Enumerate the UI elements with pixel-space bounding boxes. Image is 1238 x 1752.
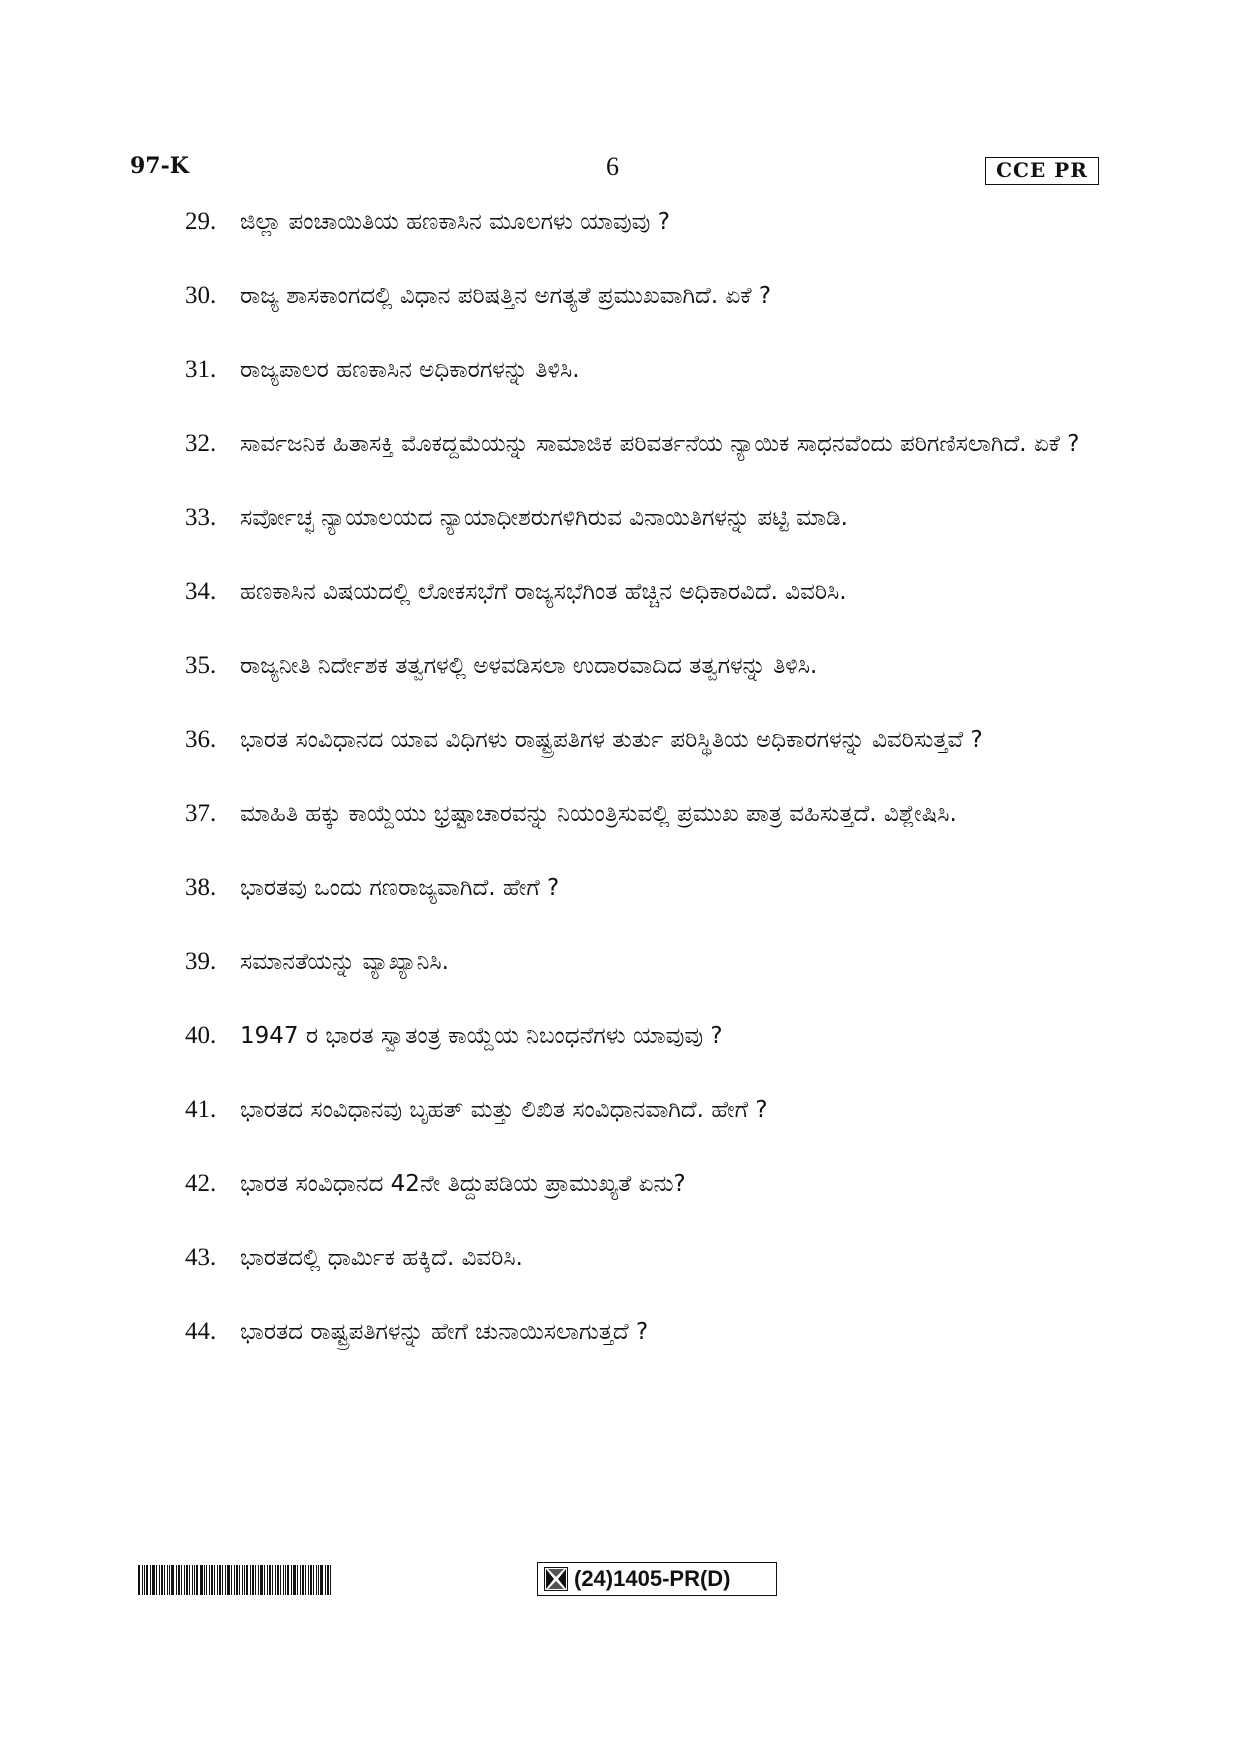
question-29 [185, 195, 1105, 249]
question-number: 31. [185, 356, 217, 383]
barcode-bar [146, 1565, 148, 1595]
barcode-bar [236, 1565, 238, 1595]
question-number: 34. [185, 578, 217, 605]
barcode-bar [200, 1565, 203, 1595]
question-31 [185, 343, 1105, 397]
question-35 [185, 639, 1105, 693]
question-text: ಭಾರತದಲ್ಲಿ ಧಾರ್ಮಿಕ ಹಕ್ಕಿದೆ. ವಿವರಿಸಿ. [240, 1245, 523, 1271]
question-number: 40. [185, 1022, 217, 1049]
barcode-bar [252, 1565, 254, 1595]
question-text: ರಾಜ್ಯನೀತಿ ನಿರ್ದೇಶಕ ತತ್ವಗಳಲ್ಲಿ ಅಳವಡಿಸಲಾ ಉದಾರವಾದಿದ ತತ್ವಗಳನ್ನು ತಿಳಿಸಿ. [240, 653, 818, 679]
barcode-bar [300, 1565, 301, 1595]
barcode-bar [244, 1565, 245, 1595]
barcode-bar [310, 1565, 312, 1595]
question-text: ಜಿಲ್ಲಾ ಪಂಚಾಯಿತಿಯ ಹಣಕಾಸಿನ ಮೂಲಗಳು ಯಾವುವು ? [240, 209, 670, 235]
question-number: 36. [185, 726, 217, 753]
question-text: ಭಾರತ ಸಂವಿಧಾನದ 42ನೇ ತಿದ್ದುಪಡಿಯ ಪ್ರಾಮುಖ್ಯತೆ ಏನು? [240, 1171, 686, 1197]
barcode-bar [250, 1565, 251, 1595]
question-text: ಸರ್ವೋಚ್ಛ ನ್ಯಾಯಾಲಯದ ನ್ಯಾಯಾಧೀಶರುಗಳಿಗಿರುವ ವಿನಾಯಿತಿಗಳನ್ನು ಪಟ್ಟಿ ಮಾಡಿ. [240, 505, 848, 531]
question-36 [185, 713, 1105, 767]
barcode-bar [209, 1565, 210, 1595]
barcode-bar [260, 1565, 263, 1595]
barcode-bar [285, 1565, 286, 1595]
question-number: 43. [185, 1244, 217, 1271]
barcode-bar [196, 1565, 198, 1595]
barcode-bar [217, 1565, 218, 1595]
question-number: 41. [185, 1096, 217, 1123]
question-number: 44. [185, 1318, 217, 1345]
question-number: 32. [185, 430, 217, 457]
barcode-bar [316, 1565, 317, 1595]
barcode-bar [318, 1565, 319, 1595]
question-number: 37. [185, 800, 217, 827]
page-number: 6 [606, 152, 619, 181]
barcode-bar [320, 1565, 323, 1595]
barcode-bar [258, 1565, 259, 1595]
barcode-bar [239, 1565, 240, 1595]
question-number: 38. [185, 874, 217, 901]
barcode-bar [161, 1565, 163, 1595]
question-number: 39. [185, 948, 217, 975]
question-number: 35. [185, 652, 217, 679]
question-text: 1947 ರ ಭಾರತ ಸ್ವಾತಂತ್ರ ಕಾಯ್ದೆಯ ನಿಬಂಧನೆಗಳು ಯಾವುವು ? [240, 1023, 723, 1049]
barcode-bar [192, 1565, 193, 1595]
barcode-bar [313, 1565, 314, 1595]
barcode-bar [189, 1565, 190, 1595]
barcode-bar [204, 1565, 205, 1595]
barcode-bar [186, 1565, 188, 1595]
question-text: ಸಾರ್ವಜನಿಕ ಹಿತಾಸಕ್ತಿ ಮೊಕದ್ದಮೆಯನ್ನು ಸಾಮಾಜಿಕ ಪರಿವರ್ತನೆಯ ನ್ಯಾಯಿಕ ಸಾಧನವೆಂದು ಪರಿಗಣಿಸಲಾಗಿದೆ. ಏಕೆ ? [240, 431, 1080, 457]
barcode-bar [330, 1565, 331, 1595]
question-text: ರಾಜ್ಯಪಾಲರ ಹಣಕಾಸಿನ ಅಧಿಕಾರಗಳನ್ನು ತಿಳಿಸಿ. [240, 357, 580, 383]
question-text: ಹಣಕಾಸಿನ ವಿಷಯದಲ್ಲಿ ಲೋಕಸಭೆಗೆ ರಾಜ್ಯಸಭೆಗಿಂತ ಹೆಚ್ಚಿನ ಅಧಿಕಾರವಿದೆ. ವಿವರಿಸಿ. [240, 579, 847, 605]
barcode-bar [167, 1565, 168, 1595]
barcode-bar [305, 1565, 306, 1595]
question-number: 42. [185, 1170, 217, 1197]
barcode-bar [275, 1565, 276, 1595]
barcode-bar [171, 1565, 174, 1595]
barcode-bar [178, 1565, 180, 1595]
paper-badge: CCE PR [985, 157, 1099, 185]
barcode-bar [194, 1565, 195, 1595]
barcode-bar [150, 1565, 151, 1595]
barcode-bar [164, 1565, 165, 1595]
barcode-bar [280, 1565, 281, 1595]
barcode-bar [169, 1565, 170, 1595]
question-text: ಸಮಾನತೆಯನ್ನು ವ್ಯಾಖ್ಯಾನಿಸಿ. [240, 949, 449, 975]
question-list [185, 195, 1105, 1379]
cross-logo-icon [544, 1567, 568, 1591]
barcode-bar [225, 1565, 226, 1595]
barcode-bar [302, 1565, 304, 1595]
barcode-icon [138, 1565, 376, 1595]
barcode-bar [246, 1565, 248, 1595]
paper-code-box [537, 1562, 777, 1596]
question-number: 29. [185, 208, 217, 235]
question-33 [185, 491, 1105, 545]
barcode-bar [156, 1565, 157, 1595]
barcode-bar [142, 1565, 143, 1595]
question-38 [185, 861, 1105, 915]
barcode-bar [152, 1565, 155, 1595]
barcode-bar [181, 1565, 182, 1595]
barcode-bar [219, 1565, 221, 1595]
question-number: 33. [185, 504, 217, 531]
barcode-bar [176, 1565, 177, 1595]
question-37 [185, 787, 1105, 841]
question-text: ಭಾರತದ ಸಂವಿಧಾನವು ಬೃಹತ್ ಮತ್ತು ಲಿಖಿತ ಸಂವಿಧಾನವಾಗಿದೆ. ಹೇಗೆ ? [240, 1097, 768, 1123]
barcode-bar [231, 1565, 232, 1595]
barcode-bar [214, 1565, 215, 1595]
barcode-bar [206, 1565, 207, 1595]
barcode-bar [242, 1565, 243, 1595]
question-43 [185, 1231, 1105, 1285]
question-41 [185, 1083, 1105, 1137]
barcode-bar [291, 1565, 292, 1595]
question-30 [185, 269, 1105, 323]
barcode-bar [283, 1565, 284, 1595]
barcode-bar [293, 1565, 296, 1595]
barcode-bar [184, 1565, 185, 1595]
barcode-bar [269, 1565, 271, 1595]
barcode-bar [211, 1565, 213, 1595]
barcode-bar [325, 1565, 326, 1595]
barcode-bar [159, 1565, 160, 1595]
question-40 [185, 1009, 1105, 1063]
barcode-bar [255, 1565, 256, 1595]
question-42 [185, 1157, 1105, 1211]
page-code: 97-K [130, 153, 189, 179]
question-39 [185, 935, 1105, 989]
question-text: ರಾಜ್ಯ ಶಾಸಕಾಂಗದಲ್ಲಿ ವಿಧಾನ ಪರಿಷತ್ತಿನ ಅಗತ್ಯತೆ ಪ್ರಮುಖವಾಗಿದೆ. ಏಕೆ ? [240, 283, 772, 309]
question-text: ಭಾರತವು ಒಂದು ಗಣರಾಜ್ಯವಾಗಿದೆ. ಹೇಗೆ ? [240, 875, 560, 901]
barcode-bar [222, 1565, 223, 1595]
barcode-bar [308, 1565, 309, 1595]
barcode-bar [297, 1565, 298, 1595]
barcode-bar [327, 1565, 329, 1595]
question-number: 30. [185, 282, 217, 309]
question-text: ಮಾಹಿತಿ ಹಕ್ಕು ಕಾಯ್ದೆಯು ಭ್ರಷ್ಟಾಚಾರವನ್ನು ನಿಯಂತ್ರಿಸುವಲ್ಲಿ ಪ್ರಮುಖ ಪಾತ್ರ ವಹಿಸುತ್ತದೆ. ವಿಶ್ಲೇಷಿಸಿ. [240, 801, 957, 827]
question-44 [185, 1305, 1105, 1359]
barcode-bar [287, 1565, 289, 1595]
barcode-bar [138, 1565, 140, 1595]
barcode-bar [144, 1565, 145, 1595]
question-34 [185, 565, 1105, 619]
barcode-bar [277, 1565, 279, 1595]
barcode-bar [267, 1565, 268, 1595]
barcode-bar [264, 1565, 265, 1595]
barcode-bar [227, 1565, 230, 1595]
question-text: ಭಾರತ ಸಂವಿಧಾನದ ಯಾವ ವಿಧಿಗಳು ರಾಷ್ಟ್ರಪತಿಗಳ ತುರ್ತು ಪರಿಸ್ಥಿತಿಯ ಅಧಿಕಾರಗಳನ್ನು ವಿವರಿಸುತ್ತವೆ ? [240, 727, 983, 753]
barcode-bar [234, 1565, 235, 1595]
paper-code: (24)1405-PR(D) [574, 1566, 731, 1591]
barcode-bar [272, 1565, 273, 1595]
question-32 [185, 417, 1105, 471]
question-text: ಭಾರತದ ರಾಷ್ಟ್ರಪತಿಗಳನ್ನು ಹೇಗೆ ಚುನಾಯಿಸಲಾಗುತ್ತದೆ ? [240, 1319, 649, 1345]
